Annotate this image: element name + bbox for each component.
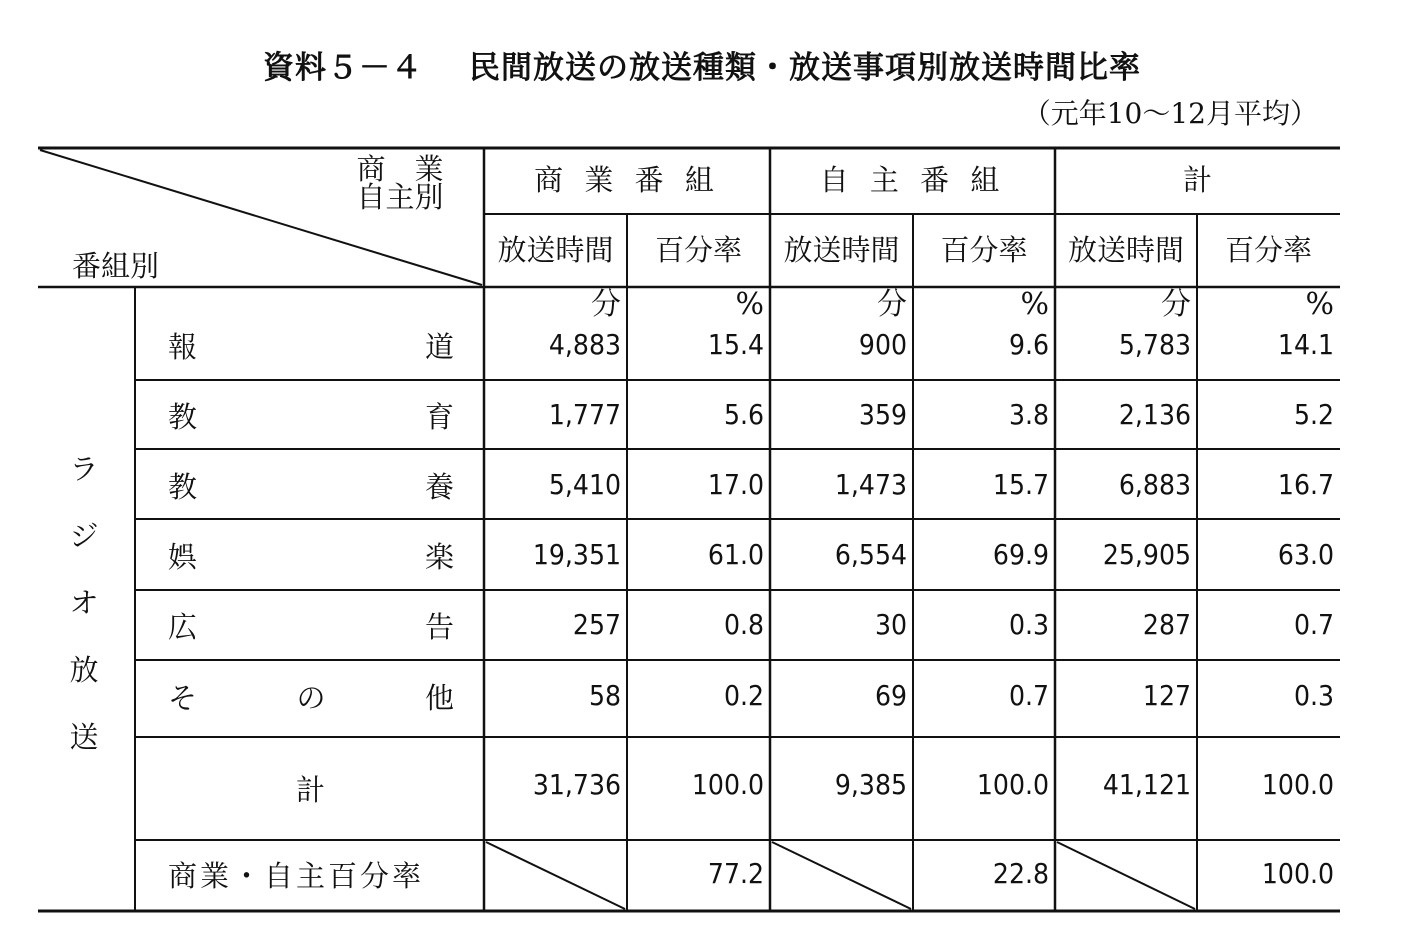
row-label-char: 道: [424, 330, 454, 364]
group-header-independent: 自 主 番 組: [819, 163, 1006, 197]
table-cell: 31,736: [532, 768, 621, 801]
table-cell: 5,783: [1118, 328, 1191, 361]
row-label-char: 教: [168, 470, 198, 504]
row-label-total: 計: [296, 773, 326, 807]
row-label-ratio: 商業・自主百分率: [168, 859, 425, 893]
corner-top-label: [340, 152, 460, 214]
row-label-char: 他: [424, 681, 454, 715]
group-header-total: 計: [1182, 163, 1212, 197]
table-cell: 9.6: [1008, 328, 1049, 361]
row-label-char: 報: [168, 330, 198, 364]
unit-percent: %: [1305, 287, 1334, 322]
row-label-char: 教: [168, 400, 198, 434]
subheader-pct-total: 百分率: [1224, 233, 1312, 267]
table-cell: 257: [572, 608, 621, 641]
title-code: 資料５－４: [263, 50, 423, 86]
table-cell: 16.7: [1277, 468, 1334, 501]
table-cell: 287: [1142, 608, 1191, 641]
section-label-char: 放: [69, 653, 99, 687]
unit-percent: %: [735, 287, 764, 322]
row-label-char: 育: [424, 400, 454, 434]
table-cell: 0.3: [1293, 679, 1334, 712]
row-label-culture: [168, 470, 454, 504]
table-cell: 0.7: [1293, 608, 1334, 641]
corner-top-line1: 商 業: [356, 152, 444, 186]
unit-minutes: 分: [1161, 287, 1191, 322]
table-cell: 69.9: [992, 538, 1049, 571]
table-cell: 100.0: [976, 768, 1049, 801]
unit-minutes: 分: [591, 287, 621, 322]
row-label-news: [168, 330, 454, 364]
table-cell: 0.3: [1008, 608, 1049, 641]
table-cell: 14.1: [1277, 328, 1334, 361]
table-cell: 4,883: [548, 328, 621, 361]
table-cell: 15.4: [707, 328, 764, 361]
subheader-time-commercial: 放送時間: [497, 233, 614, 267]
table-cell: 6,554: [834, 538, 907, 571]
table-cell: 61.0: [707, 538, 764, 571]
table-cell: 100.0: [1261, 857, 1334, 890]
table-cell: 359: [858, 398, 907, 431]
table-cell: 100.0: [691, 768, 764, 801]
table-cell: 1,473: [834, 468, 907, 501]
table-cell: 6,883: [1118, 468, 1191, 501]
row-label-char: 告: [424, 610, 454, 644]
table-cell: 19,351: [532, 538, 621, 571]
table-cell: 127: [1142, 679, 1191, 712]
table-cell: 5,410: [548, 468, 621, 501]
table-cell: 0.8: [723, 608, 764, 641]
row-label-advertising: [168, 610, 454, 644]
row-label-char: 楽: [424, 540, 454, 574]
table-cell: 0.2: [723, 679, 764, 712]
table-cell: 30: [874, 608, 907, 641]
table-cell: 22.8: [992, 857, 1049, 890]
table-cell: 5.6: [723, 398, 764, 431]
row-label-char: 広: [168, 610, 198, 644]
subheader-time-total: 放送時間: [1067, 233, 1184, 267]
row-label-char: の: [296, 681, 326, 715]
table-cell: 25,905: [1102, 538, 1191, 571]
row-label-char: そ: [168, 681, 198, 715]
unit-minutes: 分: [877, 287, 907, 322]
row-label-char: 娯: [168, 540, 198, 574]
table-cell: 77.2: [707, 857, 764, 890]
section-label-char: オ: [69, 586, 99, 620]
subheader-time-independent: 放送時間: [783, 233, 900, 267]
table-cell: 17.0: [707, 468, 764, 501]
table-cell: 69: [874, 679, 907, 712]
table-cell: 900: [858, 328, 907, 361]
table-cell: 63.0: [1277, 538, 1334, 571]
section-label-radio: [62, 452, 106, 790]
table-cell: 15.7: [992, 468, 1049, 501]
row-label-education: [168, 400, 454, 434]
unit-percent: %: [1020, 287, 1049, 322]
table-cell: 1,777: [548, 398, 621, 431]
table-cell: 3.8: [1008, 398, 1049, 431]
table-cell: 41,121: [1102, 768, 1191, 801]
row-label-char: 養: [424, 470, 454, 504]
table-cell: 9,385: [834, 768, 907, 801]
section-label-char: ラ: [69, 452, 99, 486]
table-cell: 5.2: [1293, 398, 1334, 431]
row-label-other: [168, 681, 454, 715]
group-header-commercial: 商 業 番 組: [534, 163, 720, 197]
row-label-entertainment: [168, 540, 454, 574]
subheader-pct-independent: 百分率: [940, 233, 1028, 267]
section-label-char: ジ: [69, 519, 99, 553]
subheader-pct-commercial: 百分率: [654, 233, 742, 267]
table-cell: 100.0: [1261, 768, 1334, 801]
subtitle: （元年10～12月平均）: [1022, 97, 1318, 130]
table-cell: 58: [588, 679, 621, 712]
section-label-char: 送: [69, 720, 99, 754]
corner-top-line2: 自主別: [356, 180, 444, 214]
table-cell: 2,136: [1118, 398, 1191, 431]
corner-bottom-label: 番組別: [72, 249, 160, 283]
table-cell: 0.7: [1008, 679, 1049, 712]
title-text: 民間放送の放送種類・放送事項別放送時間比率: [469, 50, 1141, 86]
